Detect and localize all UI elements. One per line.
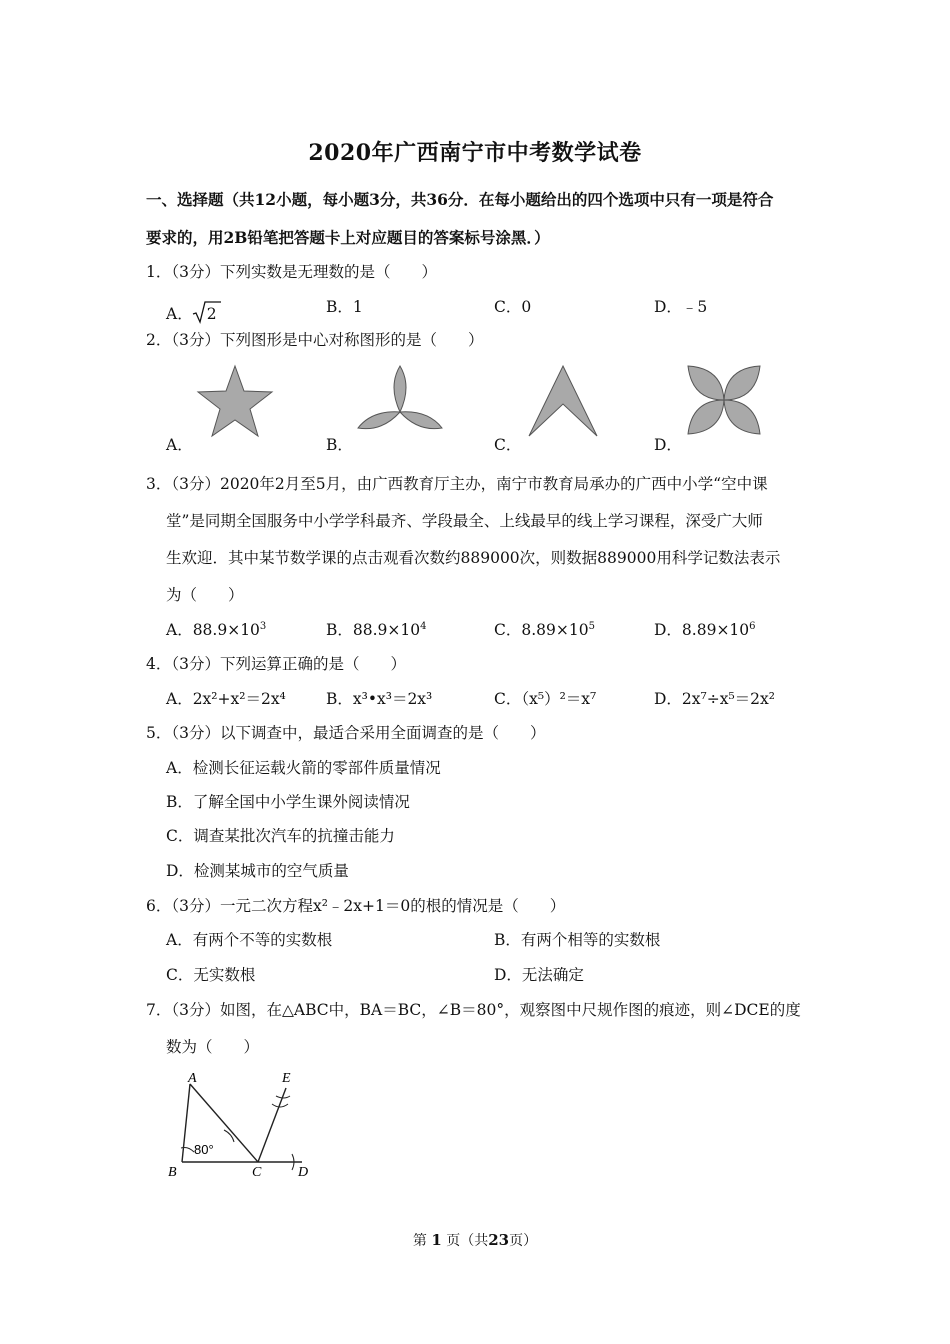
q7-line1: 7．（3分）如图，在△ABC中，BA＝BC，∠B＝80°，观察图中尺规作图的痕迹，则∠DCE的度 bbox=[146, 1001, 801, 1019]
footer-page-number: 1 bbox=[431, 1231, 442, 1249]
q5-stem: 5．（3分）以下调查中，最适合采用全面调查的是（ ） bbox=[146, 724, 546, 742]
figure-label-a: A bbox=[188, 1071, 197, 1086]
footer-prefix: 第 bbox=[412, 1233, 427, 1249]
q1-stem: 1．（3分）下列实数是无理数的是（ ） bbox=[146, 263, 437, 281]
triangle-figure bbox=[160, 1066, 330, 1186]
q1-option-a bbox=[166, 297, 217, 324]
q3-line2: 堂”是同期全国服务中小学学科最齐、学段最全、上线最早的线上学习课程，深受广大师 bbox=[166, 512, 763, 530]
q6-option-c: C．无实数根 bbox=[166, 966, 256, 984]
q6-option-b: B．有两个相等的实数根 bbox=[494, 931, 661, 949]
arrowhead-shape bbox=[527, 366, 599, 438]
figure-label-b: B bbox=[168, 1165, 177, 1180]
page-title: 2020年广西南宁市中考数学试卷 bbox=[308, 140, 642, 166]
q2-option-c: C． bbox=[494, 436, 522, 454]
q3-option-a-text: A．88.9×10 bbox=[166, 621, 260, 639]
q3-option-c-text: C．8.89×10 bbox=[494, 621, 589, 639]
q7-line2: 数为（ ） bbox=[166, 1038, 260, 1056]
q1-option-b: B．1 bbox=[326, 298, 363, 316]
q1-option-c: C．0 bbox=[494, 298, 532, 316]
q4-option-c: C．（x⁵）²＝x⁷ bbox=[494, 690, 597, 708]
q1-option-a-value: 2 bbox=[206, 305, 217, 323]
q5-option-a: A．检测长征运载火箭的零部件质量情况 bbox=[166, 759, 441, 777]
q2-option-d: D． bbox=[654, 436, 682, 454]
q3-option-c-exponent: 5 bbox=[588, 621, 595, 632]
section-heading-line1: 一、选择题（共12小题，每小题3分，共36分．在每小题给出的四个选项中只有一项是符合 bbox=[146, 190, 774, 209]
q3-option-a-exponent: 3 bbox=[259, 621, 267, 632]
q2-stem: 2．（3分）下列图形是中心对称图形的是（ ） bbox=[146, 331, 484, 349]
figure-label-e: E bbox=[282, 1071, 291, 1086]
figure-angle-label: 80° bbox=[194, 1142, 214, 1157]
q3-option-b-text: B．88.9×10 bbox=[326, 621, 421, 639]
q3-option-a bbox=[166, 620, 266, 640]
q3-option-c bbox=[494, 620, 595, 640]
q4-option-b: B．x³•x³＝2x³ bbox=[326, 690, 433, 708]
q3-option-b-exponent: 4 bbox=[420, 621, 427, 632]
q6-option-d: D．无法确定 bbox=[494, 966, 584, 984]
four-petal-shape bbox=[686, 364, 762, 436]
q3-line4: 为（ ） bbox=[166, 586, 244, 604]
q6-stem: 6．（3分）一元二次方程x²﹣2x+1＝0的根的情况是（ ） bbox=[146, 897, 566, 915]
q1-option-a-label: A． bbox=[166, 305, 193, 323]
q3-option-b bbox=[326, 620, 427, 640]
q2-option-b: B． bbox=[326, 436, 353, 454]
q5-option-c: C．调查某批次汽车的抗撞击能力 bbox=[166, 827, 395, 845]
q3-option-d-exponent: 6 bbox=[749, 621, 756, 632]
footer-mid: 页（共 bbox=[446, 1233, 489, 1249]
q3-line1: 3．（3分）2020年2月至5月，由广西教育厅主办，南宁市教育局承办的广西中小学“空中课 bbox=[146, 475, 768, 493]
q1-option-d: D．﹣5 bbox=[654, 298, 708, 316]
footer-suffix: 页） bbox=[509, 1233, 538, 1249]
star-shape bbox=[197, 366, 273, 436]
page-footer bbox=[0, 1230, 950, 1250]
figure-label-d: D bbox=[298, 1165, 309, 1180]
q2-option-a: A． bbox=[166, 436, 193, 454]
q5-option-b: B．了解全国中小学生课外阅读情况 bbox=[166, 793, 410, 811]
sqrt-symbol bbox=[193, 297, 217, 324]
q3-option-d-text: D．8.89×10 bbox=[654, 621, 750, 639]
figure-label-c: C bbox=[252, 1165, 262, 1180]
q5-option-d: D．检测某城市的空气质量 bbox=[166, 862, 349, 880]
q6-option-a: A．有两个不等的实数根 bbox=[166, 931, 333, 949]
q3-line3: 生欢迎．其中某节数学课的点击观看次数约889000次，则数据889000用科学记数法表示 bbox=[166, 549, 781, 567]
q4-option-a: A．2x²+x²＝2x⁴ bbox=[166, 690, 286, 708]
q4-stem: 4．（3分）下列运算正确的是（ ） bbox=[146, 655, 406, 673]
footer-total-pages: 23 bbox=[488, 1231, 510, 1249]
q4-option-d: D．2x⁷÷x⁵＝2x² bbox=[654, 690, 776, 708]
section-heading-line2: 要求的，用2B铅笔把答题卡上对应题目的答案标号涂黑．） bbox=[146, 228, 550, 247]
q3-option-d bbox=[654, 620, 756, 640]
three-petal-shape bbox=[358, 366, 442, 436]
